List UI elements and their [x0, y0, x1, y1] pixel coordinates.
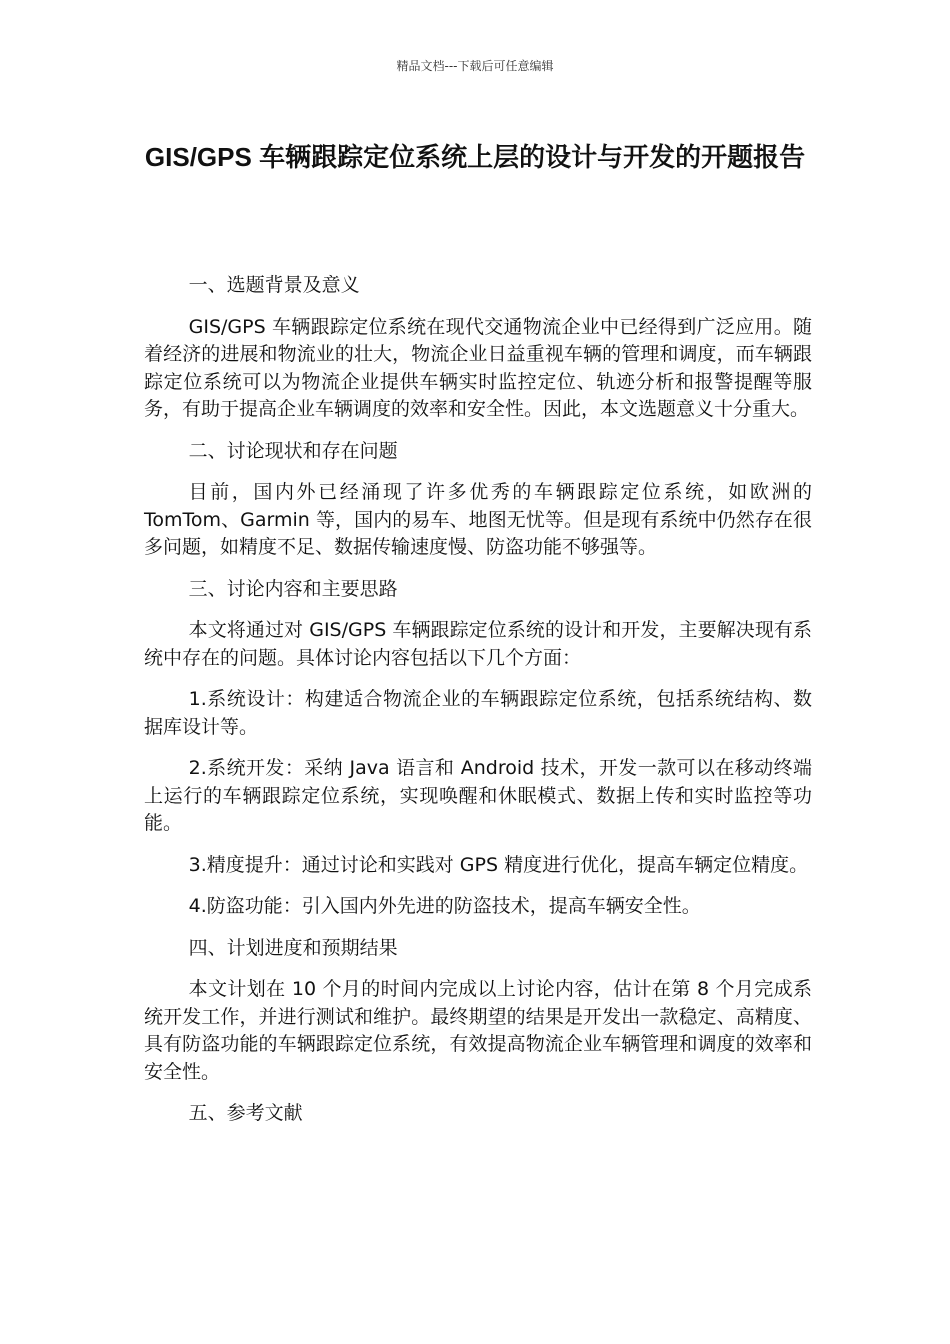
- document-body: [144, 272, 812, 1142]
- paragraph-content-intro: 本文将通过对 GIS/GPS 车辆跟踪定位系统的设计和开发，主要解决现有系统中存在的问题。具体讨论内容包括以下几个方面：: [144, 619, 812, 669]
- section-heading-plan: 四、计划进度和预期结果: [188, 936, 398, 959]
- section-heading-background: 一、选题背景及意义: [188, 274, 360, 296]
- paragraph-background: GIS/GPS 车辆跟踪定位系统在现代交通物流企业中已经得到广泛应用。随着经济的进展和物流业的壮大，物流企业日益重视车辆的管理和调度，而车辆跟踪定位系统可以为物流企业提供车辆实时监控定位、轨迹分析和报警提醒等服务，有助于提高企业车辆调度的效率和安全性。因此，本文选题意义十分重大。: [144, 315, 812, 420]
- list-item-system-development: 2.系统开发：采纳 Java 语言和 Android 技术，开发一款可以在移动终端上运行的车辆跟踪定位系统，实现唤醒和休眠模式、数据上传和实时监控等功能。: [144, 757, 812, 834]
- page-header: 精品文档---下载后可任意编辑: [396, 59, 554, 73]
- paragraph-plan: 本文计划在 10 个月的时间内完成以上讨论内容，估计在第 8 个月完成系统开发工作，并进行测试和维护。最终期望的结果是开发出一款稳定、高精度、具有防盗功能的车辆跟踪定位系统，有效提高物流企业车辆管理和调度的效率和安全性。: [144, 978, 812, 1083]
- section-heading-content: 三、讨论内容和主要思路: [188, 577, 398, 600]
- paragraph-status: 目前，国内外已经涌现了许多优秀的车辆跟踪定位系统，如欧洲的 TomTom、Garmin 等，国内的易车、地图无忧等。但是现有系统中仍然存在很多问题，如精度不足、数据传输速度慢、防盗功能不够强等。: [144, 481, 812, 558]
- section-heading-status: 二、讨论现状和存在问题: [188, 439, 398, 462]
- list-item-precision: 3.精度提升：通过讨论和实践对 GPS 精度进行优化，提高车辆定位精度。: [188, 853, 809, 876]
- section-heading-references: 五、参考文献: [188, 1102, 303, 1124]
- list-item-system-design: 1.系统设计：构建适合物流企业的车辆跟踪定位系统，包括系统结构、数据库设计等。: [144, 688, 812, 738]
- document-title: GIS/GPS 车辆跟踪定位系统上层的设计与开发的开题报告: [144, 142, 806, 172]
- list-item-anti-theft: 4.防盗功能：引入国内外先进的防盗技术，提高车辆安全性。: [188, 895, 701, 917]
